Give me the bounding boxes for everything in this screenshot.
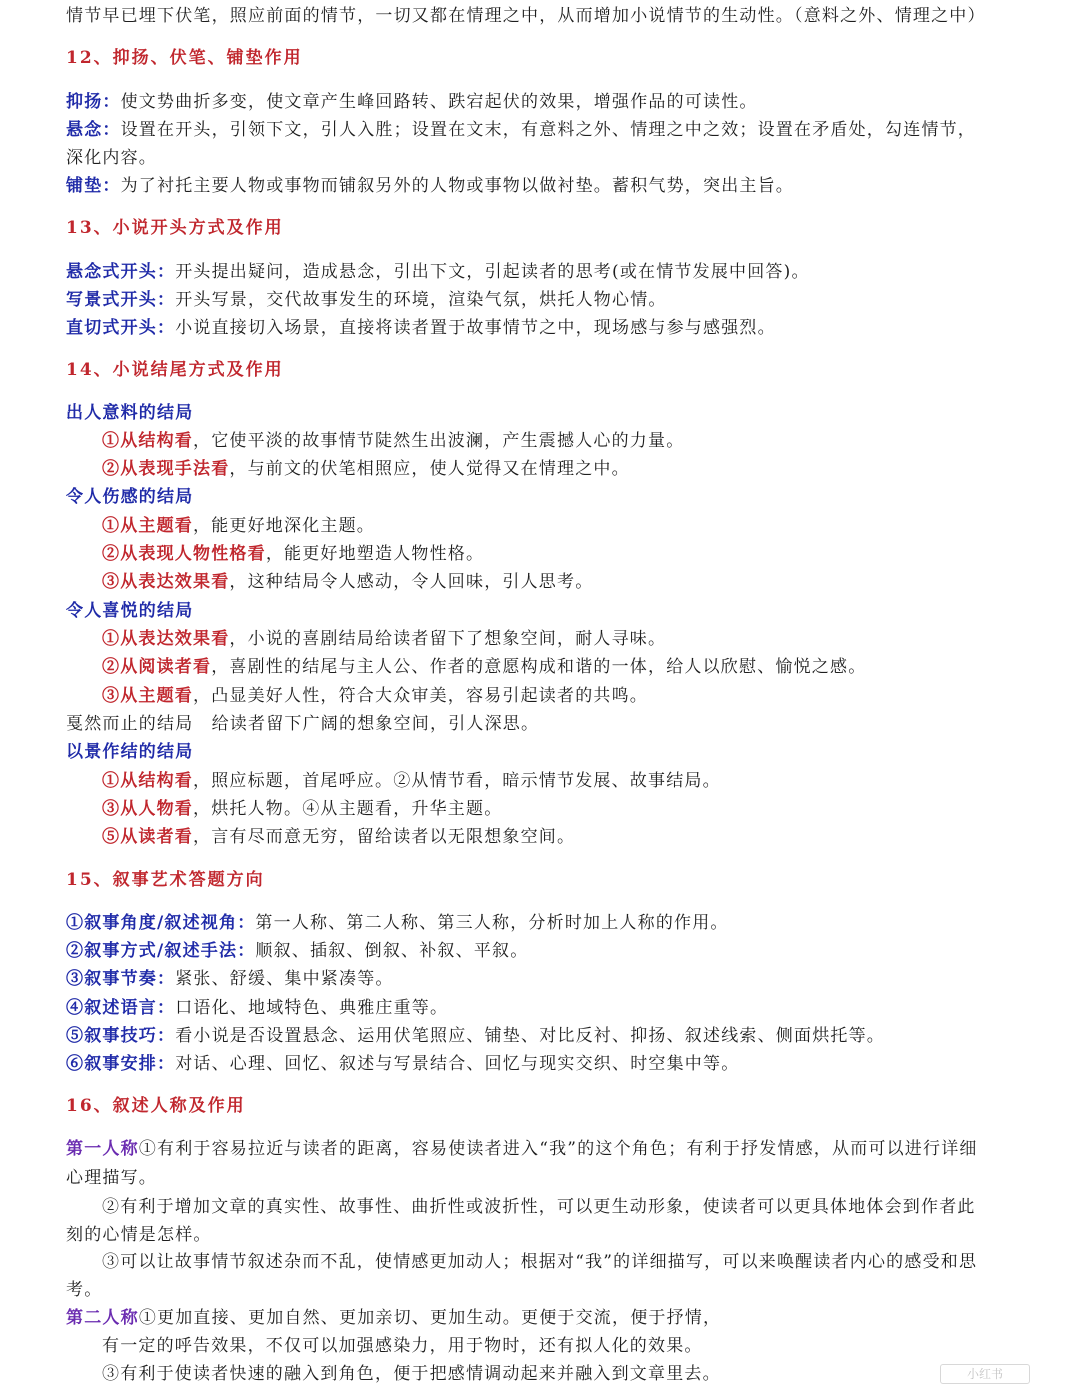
text-line [66,172,1040,200]
text-line: 刻的心情是怎样。 [66,1225,212,1245]
term: 铺垫： [66,176,121,196]
term: ①叙事角度/叙述视角： [66,913,256,933]
term: ③从人物看 [102,799,193,819]
text-line [66,116,1040,144]
subheading: 出人意料的结局 [66,403,194,423]
text-line [102,540,1040,568]
text-line: 心理描写。 [66,1168,157,1188]
term: ①从结构看 [102,771,193,791]
text-line [66,1135,1040,1163]
text-line [66,965,1040,993]
text-line [102,427,1040,455]
definition: ，凸显美好人性，符合大众审美，容易引起读者的共鸣。 [193,686,648,706]
text-line [66,314,1040,342]
text-line [66,258,1040,286]
section-heading-12: 12、抑扬、伏笔、铺垫作用 [66,48,303,68]
text-line [102,682,1040,710]
text-line: 戛然而止的结局 给读者留下广阔的想象空间，引人深思。 [66,714,540,734]
definition: 口语化、地域特色、典雅庄重等。 [175,998,449,1018]
text-line [102,568,1040,596]
term: 第一人称 [66,1139,139,1159]
term: ③叙事节奏： [66,969,176,989]
term: ①从主题看 [102,516,193,536]
term: ⑥叙事安排： [66,1054,176,1074]
section-heading-15: 15、叙事艺术答题方向 [66,870,265,890]
text-line [66,937,1040,965]
term: ②叙事方式/叙述手法： [66,941,256,961]
term: ②从表现人物性格看 [102,544,266,564]
term: ⑤从读者看 [102,827,193,847]
definition: 紧张、舒缓、集中紧凑等。 [175,969,394,989]
term: 悬念： [66,120,121,140]
text-line [102,512,1040,540]
text-line: 深化内容。 [66,148,157,168]
definition: 开头提出疑问，造成悬念，引出下文，引起读者的思考(或在情节发展中回答)。 [175,262,810,282]
subheading: 以景作结的结局 [66,742,194,762]
definition: ，能更好地深化主题。 [193,516,375,536]
text-line: ③有利于使读者快速的融入到角色，便于把感情调动起来并融入到文章里去。 [102,1364,721,1384]
subheading: 令人喜悦的结局 [66,601,194,621]
term: 第二人称 [66,1308,139,1328]
watermark: 小红书 [940,1364,1030,1384]
term: 直切式开头： [66,318,176,338]
definition: ，照应标题，首尾呼应。②从情节看，暗示情节发展、故事结局。 [193,771,721,791]
text-line: 情节早已埋下伏笔，照应前面的情节，一切又都在情理之中，从而增加小说情节的生动性。（意料之外、情理之中） [66,6,986,26]
text-line [66,88,1040,116]
definition: 对话、心理、回忆、叙述与写景结合、回忆与现实交织、时空集中等。 [175,1054,740,1074]
text-line [66,1050,1040,1078]
definition: ，喜剧性的结尾与主人公、作者的意愿构成和谐的一体，给人以欣慰、愉悦之感。 [211,657,867,677]
text-line: 有一定的呼告效果，不仅可以加强感染力，用于物时，还有拟人化的效果。 [102,1336,703,1356]
term: ④叙述语言： [66,998,176,1018]
text-line [102,795,1040,823]
definition: 为了衬托主要人物或事物而铺叙另外的人物或事物以做衬垫。蓄积气势，突出主旨。 [120,176,795,196]
definition: 小说直接切入场景，直接将读者置于故事情节之中，现场感与参与感强烈。 [175,318,776,338]
section-heading-16: 16、叙述人称及作用 [66,1096,246,1116]
term: 悬念式开头： [66,262,176,282]
section-heading-13: 13、小说开头方式及作用 [66,218,284,238]
term: ③从表达效果看 [102,572,230,592]
text-line [66,1304,1040,1332]
text-line [66,286,1040,314]
definition: ，能更好地塑造人物性格。 [265,544,485,564]
definition: ，这种结局令人感动，令人回味，引人思考。 [229,572,594,592]
definition: ①有利于容易拉近与读者的距离，容易使读者进入“我”的这个角色；有利于抒发情感，从而可以进行详细 [138,1139,978,1159]
term: ②从阅读者看 [102,657,212,677]
term: ①从结构看 [102,431,193,451]
definition: ，它使平淡的故事情节陡然生出波澜，产生震撼人心的力量。 [193,431,685,451]
definition: ，言有尽而意无穷，留给读者以无限想象空间。 [193,827,576,847]
definition: ①更加直接、更加自然、更加亲切、更加生动。更便于交流，便于抒情， [138,1308,722,1328]
text-line [102,455,1040,483]
section-heading-14: 14、小说结尾方式及作用 [66,360,284,380]
text-line [102,767,1040,795]
text-line [102,625,1040,653]
text-line: ②有利于增加文章的真实性、故事性、曲折性或波折性，可以更生动形象，使读者可以更具体地体会到作者此 [102,1197,976,1217]
text-line: 考。 [66,1280,103,1300]
term: ②从表现手法看 [102,459,230,479]
text-line [102,653,1040,681]
text-line [66,994,1040,1022]
definition: 开头写景，交代故事发生的环境，渲染气氛，烘托人物心情。 [175,290,667,310]
definition: ，与前文的伏笔相照应，使人觉得又在情理之中。 [229,459,630,479]
term: ①从表达效果看 [102,629,230,649]
definition: 顺叙、插叙、倒叙、补叙、平叙。 [255,941,529,961]
text-line [66,1022,1040,1050]
term: ⑤叙事技巧： [66,1026,176,1046]
definition: 第一人称、第二人称、第三人称，分析时加上人称的作用。 [255,913,729,933]
term: ③从主题看 [102,686,193,706]
subheading: 令人伤感的结局 [66,487,194,507]
term: 写景式开头： [66,290,176,310]
term: 抑扬： [66,92,121,112]
definition: 设置在开头，引领下文，引人入胜；设置在文末，有意料之外、情理之中之效；设置在矛盾处，勾连情节， [120,120,977,140]
definition: 看小说是否设置悬念、运用伏笔照应、铺垫、对比反衬、抑扬、叙述线索、侧面烘托等。 [175,1026,886,1046]
definition: 使文势曲折多变，使文章产生峰回路转、跌宕起伏的效果，增强作品的可读性。 [120,92,758,112]
text-line: ③可以让故事情节叙述杂而不乱，使情感更加动人；根据对“我”的详细描写，可以来唤醒读者内心的感受和思 [102,1252,978,1272]
definition: ，小说的喜剧结局给读者留下了想象空间，耐人寻味。 [229,629,667,649]
text-line [102,823,1040,851]
definition: ，烘托人物。④从主题看，升华主题。 [193,799,503,819]
text-line [66,909,1040,937]
